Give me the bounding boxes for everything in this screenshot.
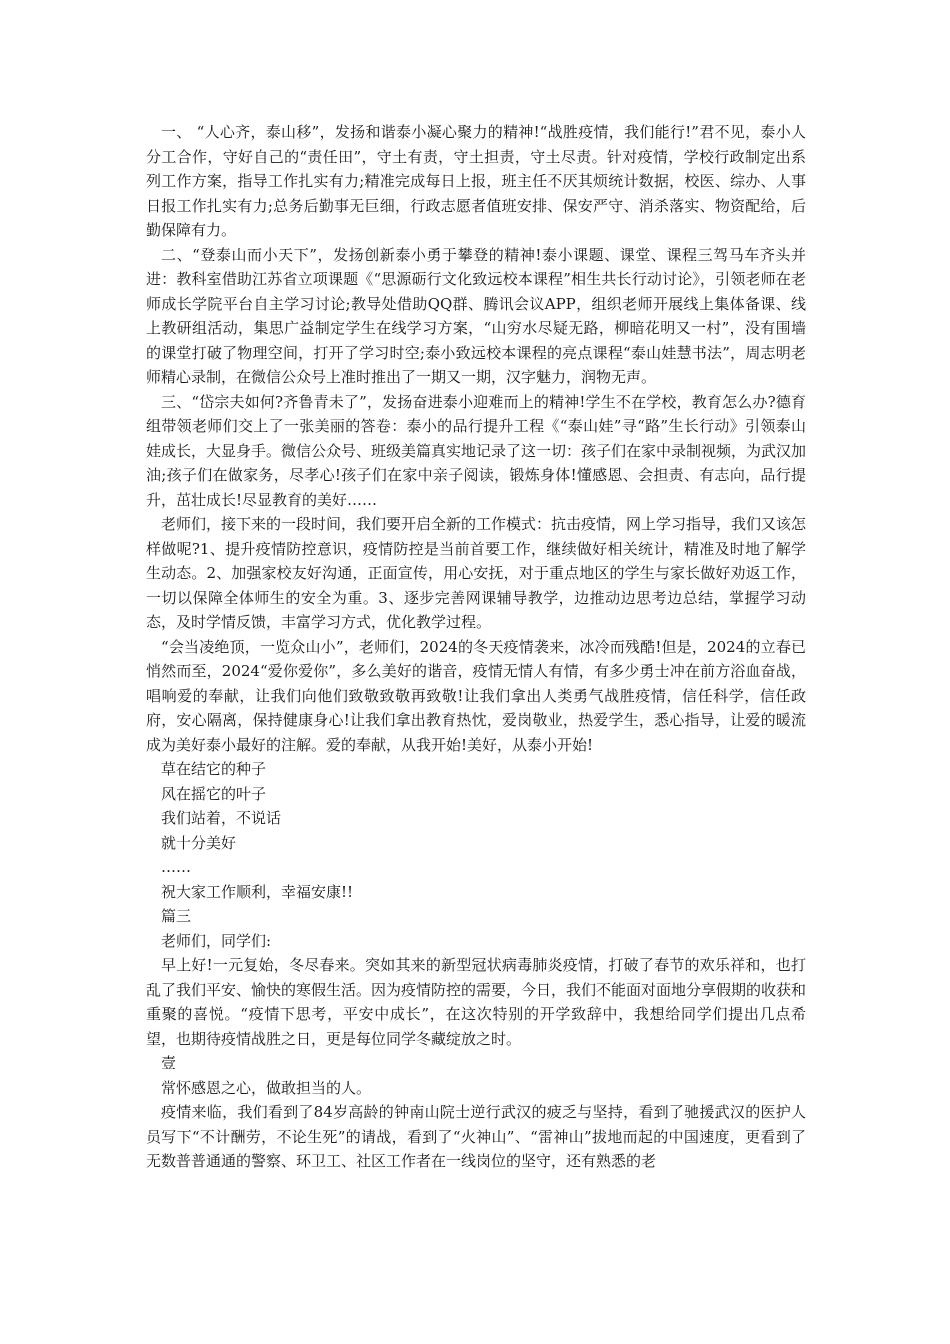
poem-line-4: 就十分美好 bbox=[161, 833, 237, 852]
paragraph-7: 疫情来临，我们看到了84岁高龄的钟南山院士逆行武汉的疲乏与坚持，看到了驰援武汉的医护人员写下“不计酬劳，不论生死”的请战，看到了“火神山”、“雷神山”拔地而起的中国速度，更看到了无数普普通通的警察、环卫工、社区工作者在一线岗位的坚守，还有熟悉的老 bbox=[146, 1103, 806, 1170]
section-number: 壹 bbox=[161, 1054, 177, 1072]
salutation: 老师们，同学们: bbox=[161, 931, 272, 950]
paragraph-4: 老师们，接下来的一段时间，我们要开启全新的工作模式：抗击疫情，网上学习指导，我们又该怎样做呢?1、提升疫情防控意识，疫情防控是当前首要工作，继续做好相关统计，精准及时地了解学生动态。2、加强家校友好沟通，正面宣传，用心安抚，对于重点地区的学生与家长做好劝返工作，一切以保障全体师生的安全为重。3、逐步完善网课辅导教学，边推动边思考边总结，掌握学习动态，及时学情反馈，丰富学习方式，优化教学过程。 bbox=[146, 515, 807, 631]
paragraph-1: 一、 “人心齐，泰山移”，发扬和谐泰小凝心聚力的精神!“战胜疫情，我们能行!”君不见，泰小人分工合作，守好自己的“责任田”，守土有责，守土担责，守土尽责。针对疫情，学校行政制定出系列工作方案，指导工作扎实有力;精准完成每日上报，班主任不厌其烦统计数据，校医、综办、人事日报工作扎实有力;总务后勤事无巨细，行政志愿者值班安排、保安严守、消杀落实、物资配给，后勤保障有力。 bbox=[146, 123, 806, 239]
paragraph-6: 早上好!一元复始，冬尽春来。突如其来的新型冠状病毒肺炎疫情，打破了春节的欢乐祥和，也打乱了我们平安、愉快的寒假生活。因为疫情防控的需要，今日，我们不能面对面地分享假期的收获和重聚的喜悦。“疫情下思考，平安中成长”，在这次特别的开学致辞中，我想给同学们提出几点希望，也期待疫情战胜之日，更是每位同学冬藏绽放之时。 bbox=[146, 956, 807, 1048]
paragraph-3: 三、“岱宗夫如何?齐鲁青未了”，发扬奋进泰小迎难而上的精神!学生不在学校，教育怎么办?德育组带领老师们交上了一张美丽的答卷：泰小的品行提升工程《“泰山娃”寻“路”生长行动》引领泰山娃成长，大显身手。微信公众号、班级美篇真实地记录了这一切：孩子们在家中录制视频，为武汉加油;孩子们在做家务，尽孝心!孩子们在家中亲子阅读，锻炼身体!懂感恩、会担责、有志向，品行提升，茁壮成长!尽显教育的美好…… bbox=[146, 392, 807, 509]
poem-line-2: 风在摇它的叶子 bbox=[161, 784, 267, 803]
poem-line-3: 我们站着，不说话 bbox=[161, 809, 282, 827]
section-heading-pian-san: 篇三 bbox=[161, 907, 192, 925]
poem-line-1: 草在结它的种子 bbox=[161, 760, 267, 778]
paragraph-5: “会当凌绝顶，一览众山小”，老师们，2024的冬天疫情袭来，冰冷而残酷!但是，2024的立春已悄然而至，2024“爱你爱你”，多么美好的谐音，疫情无情人有情，有多少勇士冲在前方浴血奋战，唱响爱的奉献，让我们向他们致敬致敬再致敬!让我们拿出人类勇气战胜疫情，信任科学，信任政府，安心隔离，保持健康身心!让我们拿出教育热忱，爱岗敬业，热爱学生，悉心指导，让爱的暖流成为美好泰小最好的注解。爱的奉献，从我开始!美好，从泰小开始! bbox=[146, 637, 806, 754]
section-title: 常怀感恩之心，做敢担当的人。 bbox=[161, 1078, 372, 1097]
document-page bbox=[146, 120, 806, 1174]
ellipsis-line: …… bbox=[161, 858, 191, 876]
paragraph-2: 二、“登泰山而小天下”，发扬创新泰小勇于攀登的精神!泰小课题、课堂、课程三驾马车齐头并进：教科室借助江苏省立项课题《“思源砺行文化致远校本课程”相生共长行动讨论》，引领老师在老师成长学院平台自主学习讨论;教导处借助QQ群、腾讯会议APP，组织老师开展线上集体备课、线上教研组活动，集思广益制定学生在线学习方案，“山穷水尽疑无路，柳暗花明又一村”，没有围墙的课堂打破了物理空间，打开了学习时空;泰小致远校本课程的亮点课程“泰山娃慧书法”，周志明老师精心录制，在微信公众号上准时推出了一期又一期，汉字魅力，润物无声。 bbox=[146, 245, 806, 386]
closing-wish: 祝大家工作顺利，幸福安康!! bbox=[161, 882, 354, 901]
